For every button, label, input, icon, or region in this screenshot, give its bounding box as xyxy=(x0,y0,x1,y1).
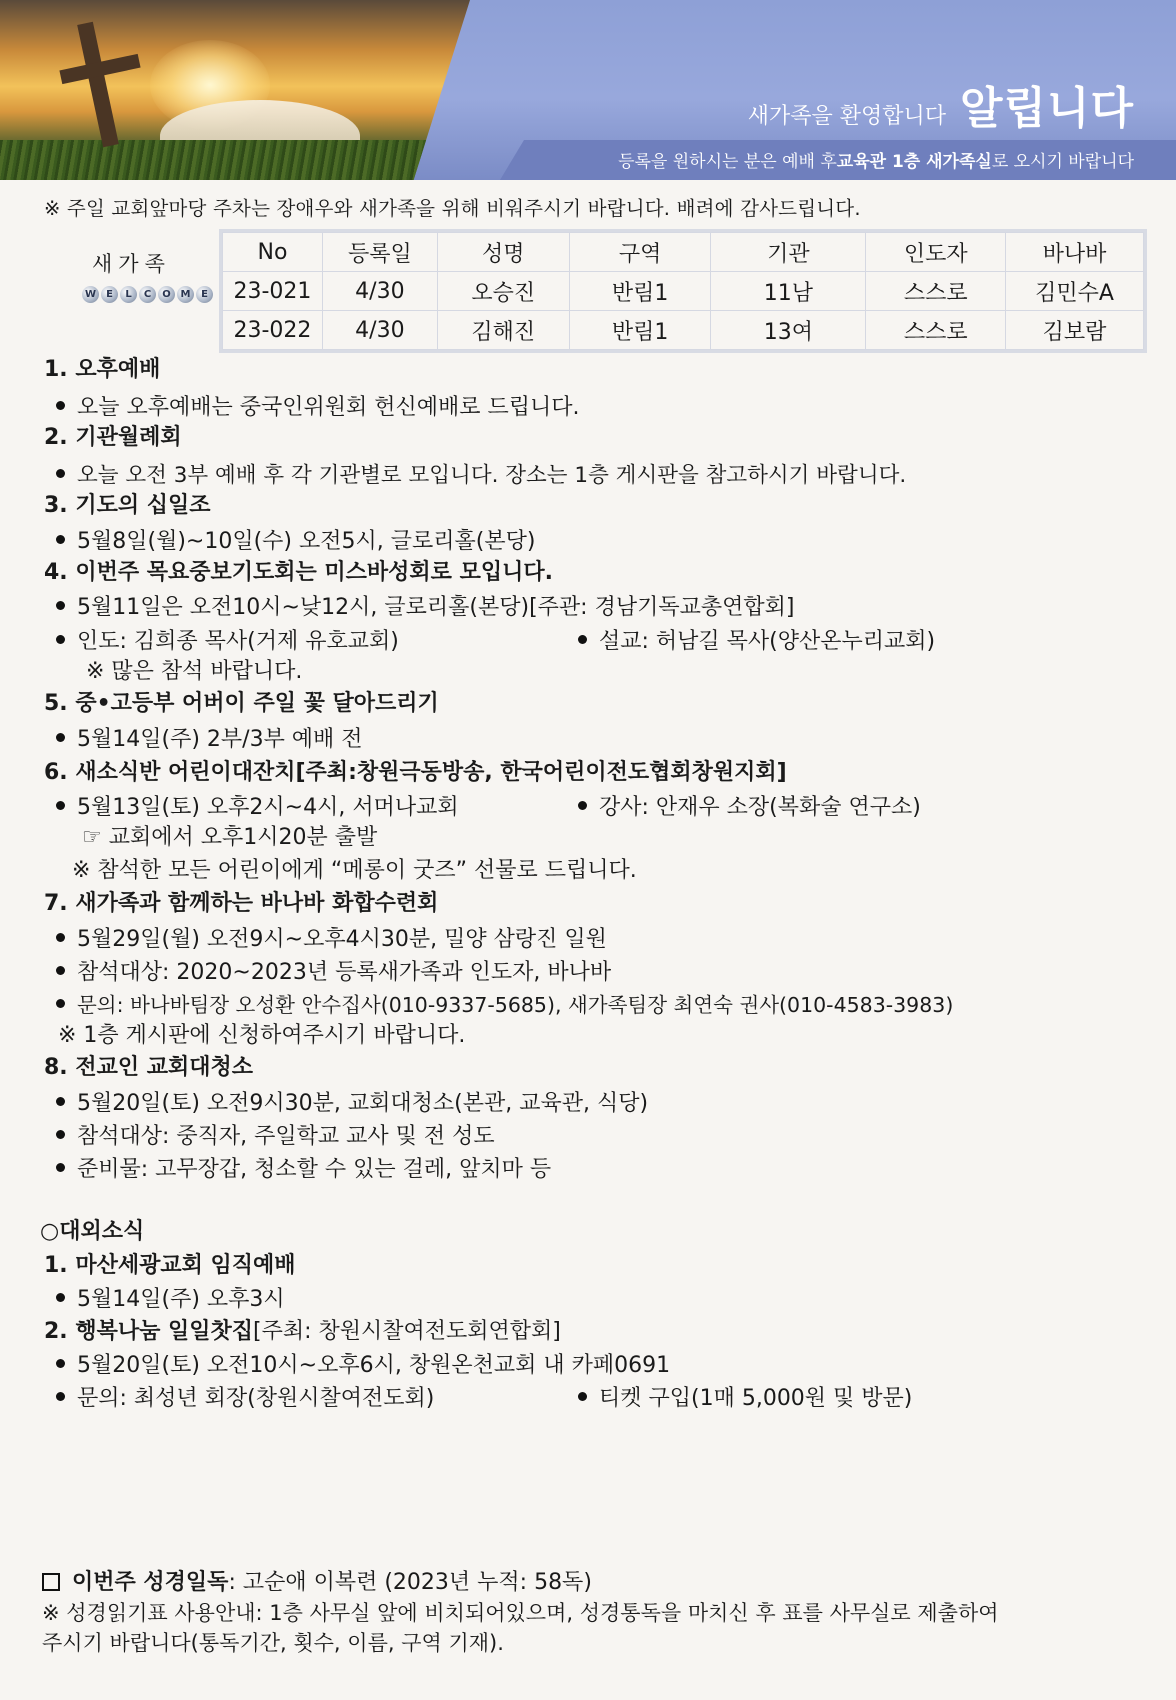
header-title xyxy=(748,72,1134,136)
item-4-bullet-3-text: 설교: 허남길 목사(양산온누리교회) xyxy=(599,629,936,654)
welcome-letter: W xyxy=(82,286,99,303)
bullet-icon xyxy=(56,601,65,610)
table-cell: 김보람 xyxy=(1006,311,1144,350)
header-photo xyxy=(0,0,470,180)
item-7-bullet-1-text: 5월29일(월) 오전9시~오후4시30분, 밀양 삼랑진 일원 xyxy=(77,927,607,952)
bullet-icon xyxy=(56,1130,65,1139)
bullet-icon xyxy=(56,1097,65,1106)
column-header: No xyxy=(223,233,323,272)
table-cell: 13여 xyxy=(711,311,866,350)
external-2-title xyxy=(44,1314,561,1345)
item-4-note: ※ 많은 참석 바랍니다. xyxy=(86,659,303,684)
external-2-title-rest: [주최: 창원시찰여전도회연합회] xyxy=(253,1319,561,1344)
registration-notice-pre: 등록을 원하시는 분은 예배 후 xyxy=(618,152,837,172)
item-2-bullet-text: 오늘 오전 3부 예배 후 각 기관별로 모입니다. 장소는 1층 게시판을 참고하시기 바랍니다. xyxy=(77,463,907,488)
item-4-bullet-2 xyxy=(56,624,399,655)
column-header: 기관 xyxy=(711,233,866,272)
new-family-label: 새가족 xyxy=(92,252,171,276)
parking-notice: ※ 주일 교회앞마당 주차는 장애우와 새가족을 위해 비워주시기 바랍니다. 배려에 감사드립니다. xyxy=(44,197,861,220)
item-4-bullet-1 xyxy=(56,590,794,621)
external-1-title: 1. 마산세광교회 임직예배 xyxy=(44,1253,296,1278)
item-8-bullet-1-text: 5월20일(토) 오전9시30분, 교회대청소(본관, 교육관, 식당) xyxy=(77,1091,649,1116)
table-cell: 오승진 xyxy=(437,272,569,311)
bible-note-1: ※ 성경읽기표 사용안내: 1층 사무실 앞에 비치되어있으며, 성경통독을 마치신 후 표를 사무실로 제출하여 xyxy=(42,1601,999,1625)
table-cell: 23-022 xyxy=(223,311,323,350)
cross-icon xyxy=(77,22,119,148)
item-8-bullet-2-text: 참석대상: 중직자, 주일학교 교사 및 전 성도 xyxy=(77,1124,495,1149)
item-4-bullet-3 xyxy=(578,624,935,655)
external-news-heading: ○대외소식 xyxy=(40,1219,145,1244)
item-8-bullet-3 xyxy=(56,1152,551,1183)
item-6-note-2: ※ 참석한 모든 어린이에게 “메롱이 굿즈” 선물로 드립니다. xyxy=(72,858,637,883)
welcome-badge xyxy=(82,286,213,303)
external-1-bullet xyxy=(56,1282,285,1313)
checkbox-square-icon xyxy=(42,1573,60,1591)
table-cell: 반림1 xyxy=(569,272,711,311)
item-3-bullet-text: 5월8일(월)~10일(수) 오전5시, 글로리홀(본당) xyxy=(77,529,536,554)
item-6-bullet-2 xyxy=(578,790,921,821)
column-header: 성명 xyxy=(437,233,569,272)
bullet-icon xyxy=(56,801,65,810)
bullet-icon xyxy=(56,999,65,1008)
item-7-bullet-2-text: 참석대상: 2020~2023년 등록새가족과 인도자, 바나바 xyxy=(77,960,612,985)
bullet-icon xyxy=(56,733,65,742)
table-cell: 김해진 xyxy=(437,311,569,350)
external-2-bullet-3 xyxy=(578,1381,912,1412)
bullet-icon xyxy=(578,1392,587,1401)
column-header: 인도자 xyxy=(866,233,1006,272)
bullet-icon xyxy=(56,401,65,410)
table-cell: 스스로 xyxy=(866,311,1006,350)
item-7-bullet-2 xyxy=(56,955,611,986)
bible-note-2: 주시기 바랍니다(통독기간, 횟수, 이름, 구역 기재). xyxy=(42,1631,504,1655)
item-2-title: 2. 기관월례회 xyxy=(44,425,182,450)
bullet-icon xyxy=(56,1293,65,1302)
registration-notice xyxy=(618,147,1134,172)
bible-reading-value: : 고순애 이복련 (2023년 누적: 58독) xyxy=(228,1570,592,1595)
table-cell: 4/30 xyxy=(322,272,437,311)
bible-reading-line xyxy=(42,1565,592,1596)
bullet-icon xyxy=(56,635,65,644)
item-6-bullet-1 xyxy=(56,790,459,821)
item-2-bullet xyxy=(56,458,906,489)
welcome-letter: L xyxy=(120,286,137,303)
bullet-icon xyxy=(56,469,65,478)
item-7-bullet-3-text: 문의: 바나바팀장 오성환 안수집사(010-9337-5685), 새가족팀장 최연숙 권사(010-4583-3983) xyxy=(77,993,954,1017)
item-5-bullet-text: 5월14일(주) 2부/3부 예배 전 xyxy=(77,727,363,752)
external-2-bullet-3-text: 티켓 구입(1매 5,000원 및 방문) xyxy=(599,1386,913,1411)
table-cell: 11남 xyxy=(711,272,866,311)
item-8-title: 8. 전교인 교회대청소 xyxy=(44,1055,253,1080)
item-8-bullet-3-text: 준비물: 고무장갑, 청소할 수 있는 걸레, 앞치마 등 xyxy=(77,1157,552,1182)
item-1-bullet-text: 오늘 오후예배는 중국인위원회 헌신예배로 드립니다. xyxy=(77,395,580,420)
bible-reading-label: 이번주 성경일독 xyxy=(72,1570,229,1595)
table-cell: 김민수A xyxy=(1006,272,1144,311)
welcome-letter: E xyxy=(196,286,213,303)
item-4-bullet-2-text: 인도: 김희종 목사(거제 유호교회) xyxy=(77,629,399,654)
item-1-bullet xyxy=(56,390,580,421)
external-2-title-bold: 2. 행복나눔 일일찻집 xyxy=(44,1319,253,1344)
bullet-icon xyxy=(56,1359,65,1368)
item-7-note: ※ 1층 게시판에 신청하여주시기 바랍니다. xyxy=(58,1023,466,1048)
welcome-letter: E xyxy=(101,286,118,303)
bullet-icon xyxy=(56,535,65,544)
external-2-bullet-2-text: 문의: 최성년 회장(창원시찰여전도회) xyxy=(77,1386,435,1411)
registration-notice-post: 로 오시기 바랍니다 xyxy=(991,152,1134,172)
bullet-icon xyxy=(56,933,65,942)
item-4-bullet-1-text: 5월11일은 오전10시~낮12시, 글로리홀(본당)[주관: 경남기독교총연합회] xyxy=(77,595,795,620)
item-7-title: 7. 새가족과 함께하는 바나바 화합수련회 xyxy=(44,891,439,916)
item-6-title: 6. 새소식반 어린이대잔치[주최:창원극동방송, 한국어린이전도협회창원지회] xyxy=(44,760,787,785)
table-cell: 4/30 xyxy=(322,311,437,350)
table-cell: 스스로 xyxy=(866,272,1006,311)
item-3-title: 3. 기도의 십일조 xyxy=(44,493,211,518)
item-5-bullet xyxy=(56,722,363,753)
page-title: 알립니다 xyxy=(959,83,1134,134)
item-1-title: 1. 오후예배 xyxy=(44,357,161,382)
header-banner xyxy=(0,0,1176,180)
item-4-title: 4. 이번주 목요중보기도회는 미스바성회로 모입니다. xyxy=(44,560,553,585)
new-family-table xyxy=(222,232,1144,350)
item-6-bullet-2-text: 강사: 안재우 소장(복화술 연구소) xyxy=(599,795,921,820)
welcome-letter: M xyxy=(177,286,194,303)
item-7-bullet-3 xyxy=(56,988,953,1018)
item-6-note-1: ☞ 교회에서 오후1시20분 출발 xyxy=(82,825,378,850)
bullet-icon xyxy=(578,635,587,644)
bullet-icon xyxy=(56,966,65,975)
item-7-bullet-1 xyxy=(56,922,607,953)
item-6-bullet-1-text: 5월13일(토) 오후2시~4시, 서머나교회 xyxy=(77,795,459,820)
item-3-bullet xyxy=(56,524,535,555)
header-subtitle: 새가족을 환영합니다 xyxy=(747,104,946,129)
external-2-bullet-1-text: 5월20일(토) 오전10시~오후6시, 창원온천교회 내 카페0691 xyxy=(77,1353,671,1378)
table-row xyxy=(223,311,1144,350)
table-cell: 23-021 xyxy=(223,272,323,311)
welcome-letter: O xyxy=(158,286,175,303)
column-header: 바나바 xyxy=(1006,233,1144,272)
bullet-icon xyxy=(578,801,587,810)
column-header: 구역 xyxy=(569,233,711,272)
item-8-bullet-2 xyxy=(56,1119,495,1150)
table-row xyxy=(223,272,1144,311)
external-2-bullet-2 xyxy=(56,1381,434,1412)
bullet-icon xyxy=(56,1392,65,1401)
welcome-letter: C xyxy=(139,286,156,303)
table-cell: 반림1 xyxy=(569,311,711,350)
item-8-bullet-1 xyxy=(56,1086,648,1117)
column-header: 등록일 xyxy=(322,233,437,272)
registration-notice-location: 교육관 1층 새가족실 xyxy=(836,152,992,172)
table-header-row xyxy=(223,233,1144,272)
external-1-bullet-text: 5월14일(주) 오후3시 xyxy=(77,1287,285,1312)
bullet-icon xyxy=(56,1163,65,1172)
external-2-bullet-1 xyxy=(56,1348,670,1379)
item-5-title: 5. 중•고등부 어버이 주일 꽃 달아드리기 xyxy=(44,691,439,716)
grass-image xyxy=(0,140,440,180)
